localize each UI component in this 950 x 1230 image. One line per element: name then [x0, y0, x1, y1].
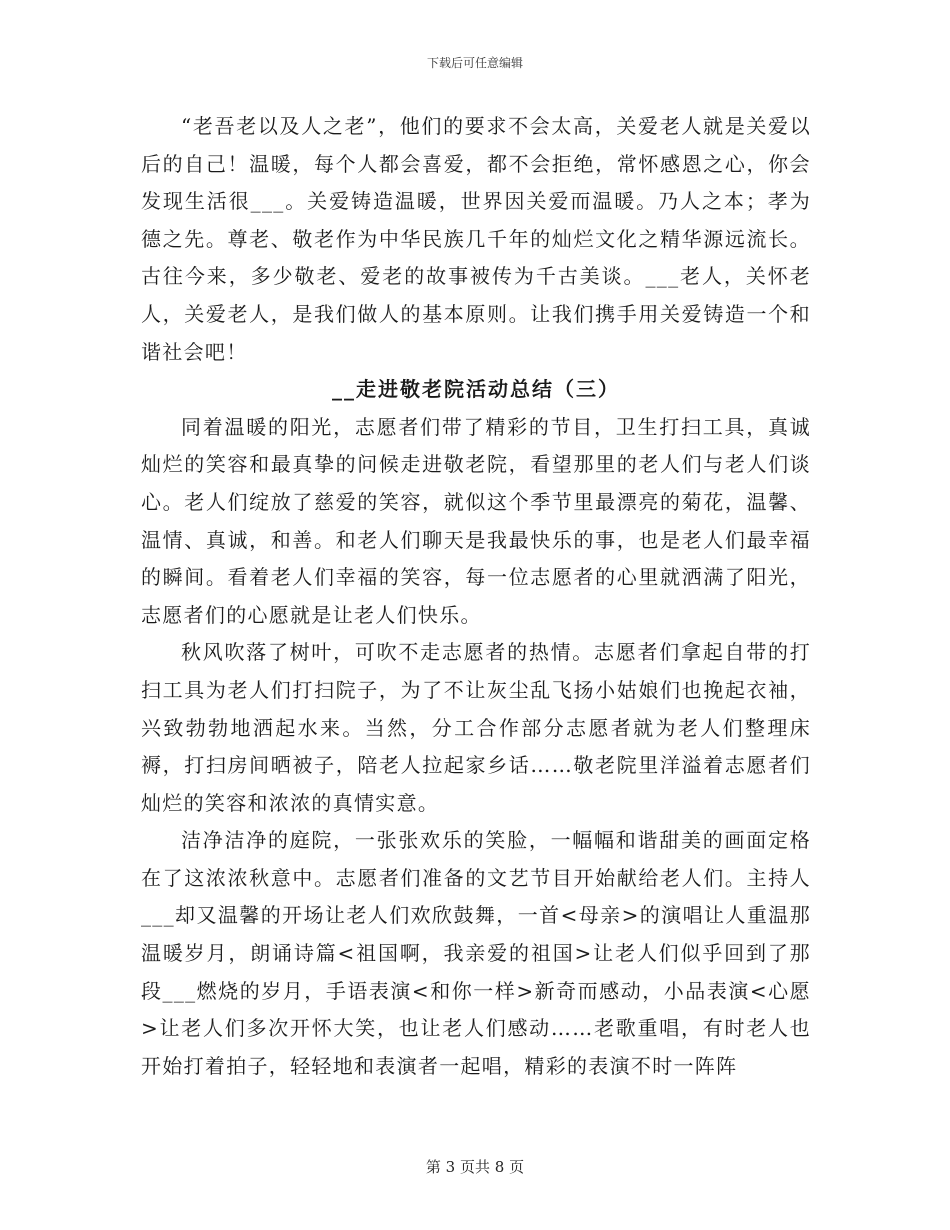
- document-body: [141, 108, 811, 1085]
- page-number: 第 3 页共 8 页: [425, 1158, 525, 1176]
- paragraph: 同着温暖的阳光，志愿者们带了精彩的节目，卫生打扫工具，真诚灿烂的笑容和最真挚的问候走进敬老院，看望那里的老人们与老人们谈心。老人们绽放了慈爱的笑容，就似这个季节里最漂亮的菊花，温馨、温情、真诚，和善。和老人们聊天是我最快乐的事，也是老人们最幸福的瞬间。看着老人们幸福的笑容，每一位志愿者的心里就洒满了阳光，志愿者们的心愿就是让老人们快乐。: [141, 414, 811, 627]
- paragraph: “老吾老以及人之老”，他们的要求不会太高，关爱老人就是关爱以后的自己！温暖，每个人都会喜爱，都不会拒绝，常怀感恩之心，你会发现生活很___。关爱铸造温暖，世界因关爱而温暖。乃人之本；孝为德之先。尊老、敬老作为中华民族几千年的灿烂文化之精华源远流长。古往今来，多少敬老、爱老的故事被传为千古美谈。___老人，关怀老人，关爱老人，是我们做人的基本原则。让我们携手用关爱铸造一个和谐社会吧！: [141, 114, 811, 364]
- paragraph: 秋风吹落了树叶，可吹不走志愿者的热情。志愿者们拿起自带的打扫工具为老人们打扫院子，为了不让灰尘乱飞扬小姑娘们也挽起衣袖，兴致勃勃地洒起水来。当然，分工合作部分志愿者就为老人们整理床褥，打扫房间晒被子，陪老人拉起家乡话……敬老院里洋溢着志愿者们灿烂的笑容和浓浓的真情实意。: [141, 640, 811, 815]
- page-header: 下载后可任意编辑: [426, 56, 523, 70]
- section-title: __走进敬老院活动总结（三）: [332, 377, 620, 402]
- paragraph: 洁净洁净的庭院，一张张欢乐的笑脸，一幅幅和谐甜美的画面定格在了这浓浓秋意中。志愿者们准备的文艺节目开始献给老人们。主持人___却又温馨的开场让老人们欢欣鼓舞，一首<母亲>的演唱让人重温那温暖岁月，朗诵诗篇<祖国啊，我亲爱的祖国>让老人们似乎回到了那段___燃烧的岁月，手语表演<和你一样>新奇而感动，小品表演<心愿>让老人们多次开怀大笑，也让老人们感动……老歌重唱，有时老人也开始打着拍子，轻轻地和表演者一起唱，精彩的表演不时一阵阵: [141, 828, 811, 1078]
